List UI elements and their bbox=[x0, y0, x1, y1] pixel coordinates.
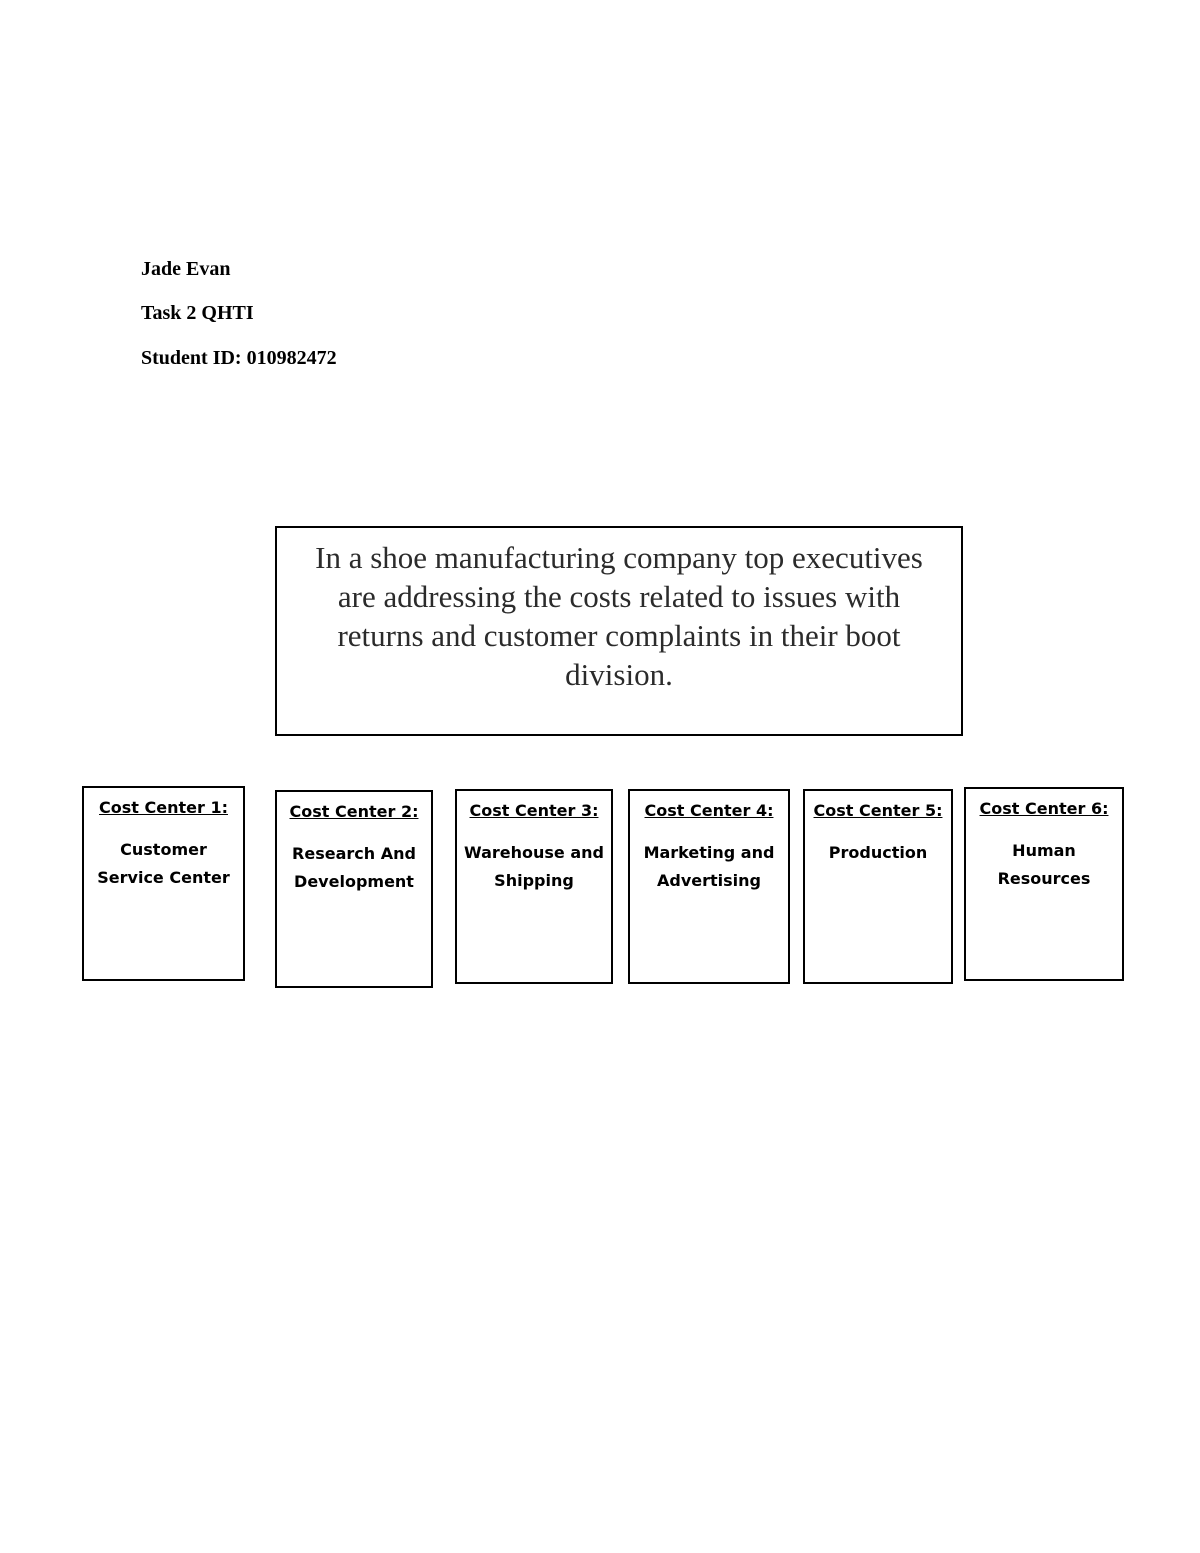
cost-center-name: Research And Development bbox=[292, 844, 416, 891]
cost-center-2-box bbox=[275, 790, 433, 988]
scenario-text: In a shoe manufacturing company top executives are addressing the costs related to issues with returns and customer complaints in their boot division. bbox=[315, 540, 923, 692]
cost-center-title: Cost Center 2: bbox=[289, 802, 419, 821]
cost-center-1-box bbox=[82, 786, 245, 981]
cost-center-5-box bbox=[803, 789, 953, 984]
cost-center-title: Cost Center 6: bbox=[979, 799, 1109, 818]
scenario-box bbox=[275, 526, 963, 736]
student-id: Student ID: 010982472 bbox=[141, 347, 337, 369]
task-title: Task 2 QHTI bbox=[141, 302, 254, 324]
cost-center-name: Human Resources bbox=[997, 841, 1091, 888]
cost-center-name: Production bbox=[828, 843, 928, 862]
cost-center-name: Customer Service Center bbox=[97, 840, 230, 887]
author-name: Jade Evan bbox=[141, 258, 231, 280]
cost-center-3-box bbox=[455, 789, 613, 984]
cost-center-name: Marketing and Advertising bbox=[643, 843, 775, 890]
cost-center-6-box bbox=[964, 787, 1124, 981]
cost-center-title: Cost Center 1: bbox=[99, 798, 228, 817]
cost-center-name: Warehouse and Shipping bbox=[464, 843, 604, 890]
cost-center-title: Cost Center 5: bbox=[813, 801, 943, 820]
cost-center-4-box bbox=[628, 789, 790, 984]
cost-center-title: Cost Center 4: bbox=[644, 801, 774, 820]
cost-center-title: Cost Center 3: bbox=[469, 801, 599, 820]
